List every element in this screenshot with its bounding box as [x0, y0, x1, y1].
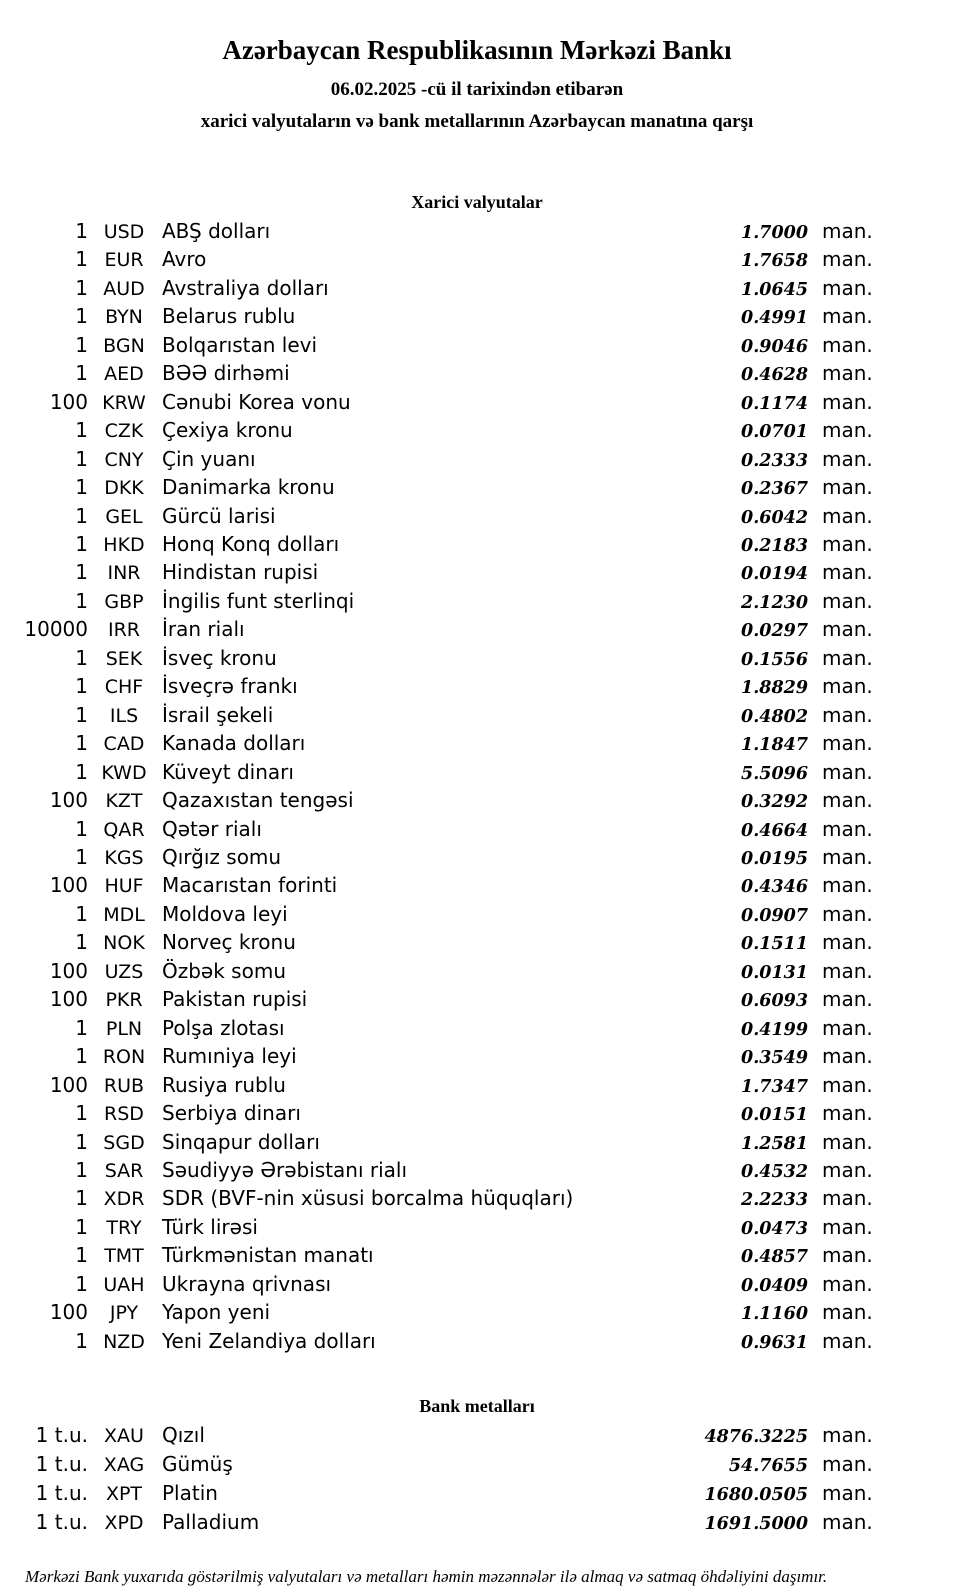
currency-rate: 0.2183	[741, 535, 808, 556]
page-title: Azərbaycan Respublikasının Mərkəzi Bankı	[222, 35, 732, 65]
currency-quantity: 1	[75, 1101, 88, 1126]
metal-rate: 54.7655	[728, 1456, 808, 1477]
currency-name: Türk lirəsi	[162, 1214, 258, 1239]
disclaimer-note: Mərkəzi Bank yuxarıda göstərilmiş valyutaları və metalları həmin məzənnələr ilə almaq və satmaq öhdəliyini daşımır.	[25, 1567, 828, 1587]
currency-rate: 0.0195	[741, 848, 808, 869]
currency-unit: man.	[822, 1300, 873, 1325]
currency-code: BYN	[105, 306, 143, 329]
currency-rate: 0.6093	[741, 991, 808, 1012]
currency-name: İsveçrə frankı	[162, 674, 298, 699]
metal-unit: man.	[822, 1510, 873, 1535]
currency-code: CZK	[104, 420, 144, 443]
currency-quantity: 1	[75, 560, 88, 585]
currency-row	[0, 1157, 874, 1185]
currency-row	[0, 1214, 874, 1242]
currency-code: EUR	[104, 249, 144, 272]
currency-code: KRW	[102, 391, 146, 414]
currency-rate: 1.7000	[741, 223, 808, 243]
currency-unit: man.	[822, 219, 873, 243]
currency-row	[0, 645, 874, 673]
currency-row	[0, 929, 874, 957]
currency-code: IRR	[107, 619, 140, 642]
currency-name: Cənubi Korea vonu	[162, 389, 351, 414]
currency-unit: man.	[822, 332, 873, 357]
currency-unit: man.	[822, 446, 873, 471]
currency-rate: 0.0473	[741, 1218, 808, 1239]
currency-unit: man.	[822, 1015, 873, 1040]
currency-unit: man.	[822, 389, 873, 414]
currency-row	[0, 958, 874, 986]
currency-quantity: 1	[75, 1328, 88, 1353]
currency-quantity: 1	[75, 1271, 88, 1296]
currency-row	[0, 332, 874, 360]
currency-code: KZT	[105, 790, 143, 813]
currency-name: Yapon yeni	[162, 1300, 271, 1325]
currency-code: JPY	[109, 1302, 139, 1325]
currency-rate: 0.2367	[741, 479, 808, 500]
currency-name: Avro	[162, 247, 207, 272]
currency-row	[0, 872, 874, 900]
currency-quantity: 1	[75, 1214, 88, 1239]
currency-unit: man.	[822, 873, 873, 898]
currency-code: USD	[103, 221, 145, 243]
metal-row	[0, 1451, 874, 1480]
currency-rate: 0.3292	[741, 792, 808, 813]
currency-rate: 0.1511	[741, 934, 808, 955]
currency-code: HKD	[103, 533, 145, 556]
currency-code: BGN	[103, 334, 145, 357]
metal-row	[0, 1480, 874, 1509]
metal-code: XPD	[104, 1512, 144, 1535]
currency-unit: man.	[822, 1271, 873, 1296]
currency-row	[0, 1015, 874, 1043]
currency-unit: man.	[822, 759, 873, 784]
page-subtitle: xarici valyutaların və bank metallarının Azərbaycan manatına qarşı	[200, 111, 754, 132]
currency-row	[0, 1100, 874, 1128]
currency-name: İran rialı	[162, 617, 245, 642]
currency-quantity: 1	[75, 844, 88, 869]
currency-quantity: 100	[49, 389, 88, 414]
currency-code: NZD	[103, 1330, 145, 1353]
metal-name: Gümüş	[162, 1452, 233, 1477]
currency-unit: man.	[822, 275, 873, 300]
currency-code: NOK	[103, 932, 145, 955]
currency-rate: 0.4802	[741, 706, 808, 727]
currency-name: Qazaxıstan tengəsi	[162, 788, 354, 813]
currency-quantity: 1	[75, 475, 88, 500]
currency-rate: 5.5096	[741, 763, 808, 784]
currencies-table	[0, 218, 874, 1356]
currency-rate: 1.2581	[741, 1133, 808, 1154]
currency-row	[0, 1328, 874, 1356]
currency-code: SGD	[103, 1131, 145, 1154]
currency-quantity: 100	[49, 1300, 88, 1325]
currency-rate: 0.4991	[741, 308, 808, 329]
currency-unit: man.	[822, 816, 873, 841]
currency-row	[0, 1072, 874, 1100]
currency-unit: man.	[822, 531, 873, 556]
currency-rate: 2.2233	[741, 1190, 808, 1211]
currency-name: Macarıstan forinti	[162, 873, 338, 898]
currency-unit: man.	[822, 1101, 873, 1126]
currency-name: Küveyt dinarı	[162, 759, 294, 784]
currency-code: ILS	[109, 704, 139, 727]
currency-name: Qırğız somu	[162, 844, 282, 869]
metal-row	[0, 1422, 874, 1451]
currency-row	[0, 474, 874, 502]
currency-unit: man.	[822, 1328, 873, 1353]
metal-rate: 4876.3225	[704, 1427, 808, 1448]
currency-row	[0, 730, 874, 758]
currency-name: Polşa zlotası	[162, 1015, 285, 1040]
currency-rate: 0.0701	[741, 422, 808, 443]
currency-code: DKK	[104, 477, 144, 500]
currency-unit: man.	[822, 1186, 873, 1211]
currency-code: MDL	[103, 903, 145, 926]
metal-code: XAG	[103, 1454, 145, 1477]
currency-quantity: 1	[75, 1186, 88, 1211]
currency-row	[0, 303, 874, 331]
currency-row	[0, 275, 874, 303]
currency-unit: man.	[822, 503, 873, 528]
metal-unit: man.	[822, 1423, 873, 1448]
currency-row	[0, 218, 874, 246]
currency-rate: 0.4628	[741, 365, 808, 386]
currency-quantity: 1	[75, 304, 88, 329]
currency-quantity: 100	[49, 788, 88, 813]
currency-unit: man.	[822, 475, 873, 500]
currency-quantity: 1	[75, 1044, 88, 1069]
currency-unit: man.	[822, 1044, 873, 1069]
currency-rate: 0.0131	[741, 962, 808, 983]
currency-name: Çin yuanı	[162, 446, 256, 471]
currency-code: GEL	[105, 505, 143, 528]
currency-row	[0, 531, 874, 559]
currency-unit: man.	[822, 901, 873, 926]
currency-name: Özbək somu	[162, 958, 286, 983]
currency-code: HUF	[104, 875, 144, 898]
currency-code: XDR	[103, 1188, 145, 1211]
currency-quantity: 1	[75, 930, 88, 955]
currency-row	[0, 246, 874, 274]
currency-name: Çexiya kronu	[162, 418, 293, 443]
currency-unit: man.	[822, 844, 873, 869]
currency-name: Pakistan rupisi	[162, 987, 308, 1012]
currency-name: Belarus rublu	[162, 304, 296, 329]
currency-unit: man.	[822, 930, 873, 955]
currency-rate: 1.8829	[741, 678, 808, 699]
currency-row	[0, 787, 874, 815]
currency-unit: man.	[822, 588, 873, 613]
currency-unit: man.	[822, 1157, 873, 1182]
currency-name: Honq Konq dolları	[162, 531, 340, 556]
currency-code: SEK	[105, 647, 143, 670]
currency-row	[0, 616, 874, 644]
currency-quantity: 1	[75, 1015, 88, 1040]
currency-rate: 0.0151	[741, 1105, 808, 1126]
currency-row	[0, 588, 874, 616]
currency-unit: man.	[822, 788, 873, 813]
currency-quantity: 1	[75, 418, 88, 443]
currency-rate: 1.7658	[741, 251, 808, 272]
currency-name: Yeni Zelandiya dolları	[162, 1328, 376, 1353]
metal-code: XAU	[104, 1425, 144, 1448]
currency-unit: man.	[822, 1243, 873, 1268]
currency-quantity: 1	[75, 219, 88, 243]
currency-code: AED	[104, 363, 144, 386]
currency-name: Sinqapur dolları	[162, 1129, 320, 1154]
currency-unit: man.	[822, 958, 873, 983]
currency-row	[0, 389, 874, 417]
currency-name: Kanada dolları	[162, 731, 306, 756]
currency-row	[0, 417, 874, 445]
currency-row	[0, 1299, 874, 1327]
metal-quantity: 1 t.u.	[35, 1452, 88, 1477]
currency-rate: 1.1847	[741, 735, 808, 756]
currency-row	[0, 1129, 874, 1157]
currencies-section-heading: Xarici valyutalar	[411, 192, 543, 212]
currency-unit: man.	[822, 1214, 873, 1239]
currency-code: PLN	[105, 1017, 143, 1040]
currency-code: GBP	[104, 590, 144, 613]
currency-code: AUD	[103, 277, 145, 300]
currency-rate: 0.4664	[741, 820, 808, 841]
currency-unit: man.	[822, 304, 873, 329]
currency-rate: 0.1174	[741, 393, 808, 414]
currency-quantity: 1	[75, 759, 88, 784]
currency-quantity: 1	[75, 361, 88, 386]
currency-name: SDR (BVF-nin xüsusi borcalma hüquqları)	[162, 1186, 574, 1211]
currency-row	[0, 986, 874, 1014]
currency-name: Rumıniya leyi	[162, 1044, 297, 1069]
currency-code: RUB	[103, 1074, 145, 1097]
currency-name: Qətər rialı	[162, 816, 262, 841]
currency-quantity: 1	[75, 588, 88, 613]
currency-quantity: 1	[75, 731, 88, 756]
currency-rate: 0.9631	[741, 1332, 808, 1353]
currency-code: INR	[107, 562, 141, 585]
currency-unit: man.	[822, 560, 873, 585]
currency-rate: 0.9046	[741, 336, 808, 357]
currency-code: TRY	[106, 1216, 142, 1239]
currency-name: İngilis funt sterlinqi	[162, 588, 355, 613]
currency-quantity: 1	[75, 446, 88, 471]
currency-rate: 0.4346	[741, 877, 808, 898]
currency-quantity: 1	[75, 702, 88, 727]
currency-row	[0, 816, 874, 844]
currency-rate: 0.4199	[741, 1019, 808, 1040]
metals-table	[0, 1422, 874, 1538]
metal-unit: man.	[822, 1452, 873, 1477]
currency-name: BƏƏ dirhəmi	[162, 361, 290, 386]
currency-quantity: 100	[49, 958, 88, 983]
currency-name: Türkmənistan manatı	[162, 1243, 374, 1268]
currency-unit: man.	[822, 702, 873, 727]
currency-rate: 0.6042	[741, 507, 808, 528]
currency-quantity: 1	[75, 816, 88, 841]
currency-name: Ukrayna qrivnası	[162, 1271, 332, 1296]
effective-date-line: 06.02.2025 -cü il tarixindən etibarən	[330, 79, 624, 100]
currency-rate: 2.1230	[741, 592, 808, 613]
currency-quantity: 1	[75, 503, 88, 528]
currency-rate: 0.0297	[741, 621, 808, 642]
currency-quantity: 100	[49, 873, 88, 898]
currency-rate: 0.0409	[741, 1275, 808, 1296]
currency-name: Gürcü larisi	[162, 503, 276, 528]
currency-quantity: 1	[75, 1243, 88, 1268]
currency-row	[0, 673, 874, 701]
currency-quantity: 1	[75, 531, 88, 556]
currency-unit: man.	[822, 361, 873, 386]
metal-name: Qızıl	[162, 1423, 205, 1448]
currency-row	[0, 360, 874, 388]
metal-unit: man.	[822, 1481, 873, 1506]
currency-code: CAD	[103, 733, 145, 756]
currency-unit: man.	[822, 247, 873, 272]
currency-name: Hindistan rupisi	[162, 560, 319, 585]
currency-row	[0, 559, 874, 587]
currency-quantity: 1	[75, 247, 88, 272]
currency-code: CNY	[104, 448, 144, 471]
currency-name: Rusiya rublu	[162, 1072, 286, 1097]
currency-rate: 0.2333	[741, 450, 808, 471]
currency-quantity: 1	[75, 645, 88, 670]
metal-row	[0, 1509, 874, 1538]
metal-quantity: 1 t.u.	[35, 1423, 88, 1448]
currency-row	[0, 503, 874, 531]
currency-rate: 0.4857	[741, 1247, 808, 1268]
currency-code: SAR	[104, 1159, 144, 1182]
currency-code: UAH	[103, 1273, 145, 1296]
currency-code: QAR	[103, 818, 145, 841]
currency-code: PKR	[105, 989, 143, 1012]
currency-unit: man.	[822, 645, 873, 670]
currency-row	[0, 1185, 874, 1213]
currency-rate: 0.3549	[741, 1048, 808, 1069]
currency-row	[0, 1271, 874, 1299]
currency-name: Moldova leyi	[162, 901, 288, 926]
currency-rate: 1.0645	[741, 279, 808, 300]
currency-name: Bolqarıstan levi	[162, 332, 318, 357]
currency-row	[0, 844, 874, 872]
currency-code: CHF	[104, 676, 144, 699]
currency-unit: man.	[822, 418, 873, 443]
currency-code: KGS	[104, 846, 144, 869]
currency-quantity: 1	[75, 1129, 88, 1154]
currency-code: UZS	[104, 960, 144, 983]
currency-code: KWD	[101, 761, 147, 784]
currency-rate: 0.4532	[741, 1161, 808, 1182]
currency-unit: man.	[822, 617, 873, 642]
currency-code: RON	[102, 1046, 146, 1069]
currency-name: Danimarka kronu	[162, 475, 335, 500]
metal-name: Palladium	[162, 1510, 260, 1535]
currency-unit: man.	[822, 731, 873, 756]
metal-rate: 1691.5000	[704, 1514, 808, 1535]
currency-unit: man.	[822, 987, 873, 1012]
currency-rate: 0.0194	[741, 564, 808, 585]
currency-name: ABŞ dolları	[162, 219, 271, 243]
currency-quantity: 1	[75, 901, 88, 926]
currency-name: Serbiya dinarı	[162, 1101, 301, 1126]
currency-rate: 1.7347	[741, 1076, 808, 1097]
currency-row	[0, 901, 874, 929]
currency-name: Səudiyyə Ərəbistanı rialı	[162, 1157, 408, 1182]
currency-code: TMT	[104, 1245, 144, 1268]
metals-section-heading: Bank metalları	[419, 1396, 535, 1417]
currency-name: Norveç kronu	[162, 930, 296, 955]
currency-rate: 0.1556	[741, 649, 808, 670]
currency-name: Avstraliya dolları	[162, 275, 329, 300]
currency-code: RSD	[104, 1103, 144, 1126]
currency-quantity: 1	[75, 332, 88, 357]
currency-row	[0, 1242, 874, 1270]
metal-name: Platin	[162, 1481, 218, 1506]
metal-code: XPT	[105, 1483, 143, 1506]
currency-quantity: 1	[75, 275, 88, 300]
currency-rate: 0.0907	[741, 905, 808, 926]
metal-quantity: 1 t.u.	[35, 1510, 88, 1535]
currency-name: İsrail şekeli	[162, 702, 274, 727]
currency-quantity: 10000	[24, 617, 88, 642]
currency-quantity: 100	[49, 1072, 88, 1097]
currency-quantity: 1	[75, 1157, 88, 1182]
currency-row	[0, 759, 874, 787]
currency-row	[0, 702, 874, 730]
currency-rate: 1.1160	[741, 1304, 808, 1325]
metal-rate: 1680.0505	[704, 1485, 808, 1506]
currency-quantity: 1	[75, 674, 88, 699]
metal-quantity: 1 t.u.	[35, 1481, 88, 1506]
currency-unit: man.	[822, 1072, 873, 1097]
currency-name: İsveç kronu	[162, 645, 277, 670]
currency-unit: man.	[822, 1129, 873, 1154]
currency-row	[0, 446, 874, 474]
currency-row	[0, 1043, 874, 1071]
currency-unit: man.	[822, 674, 873, 699]
currency-quantity: 100	[49, 987, 88, 1012]
